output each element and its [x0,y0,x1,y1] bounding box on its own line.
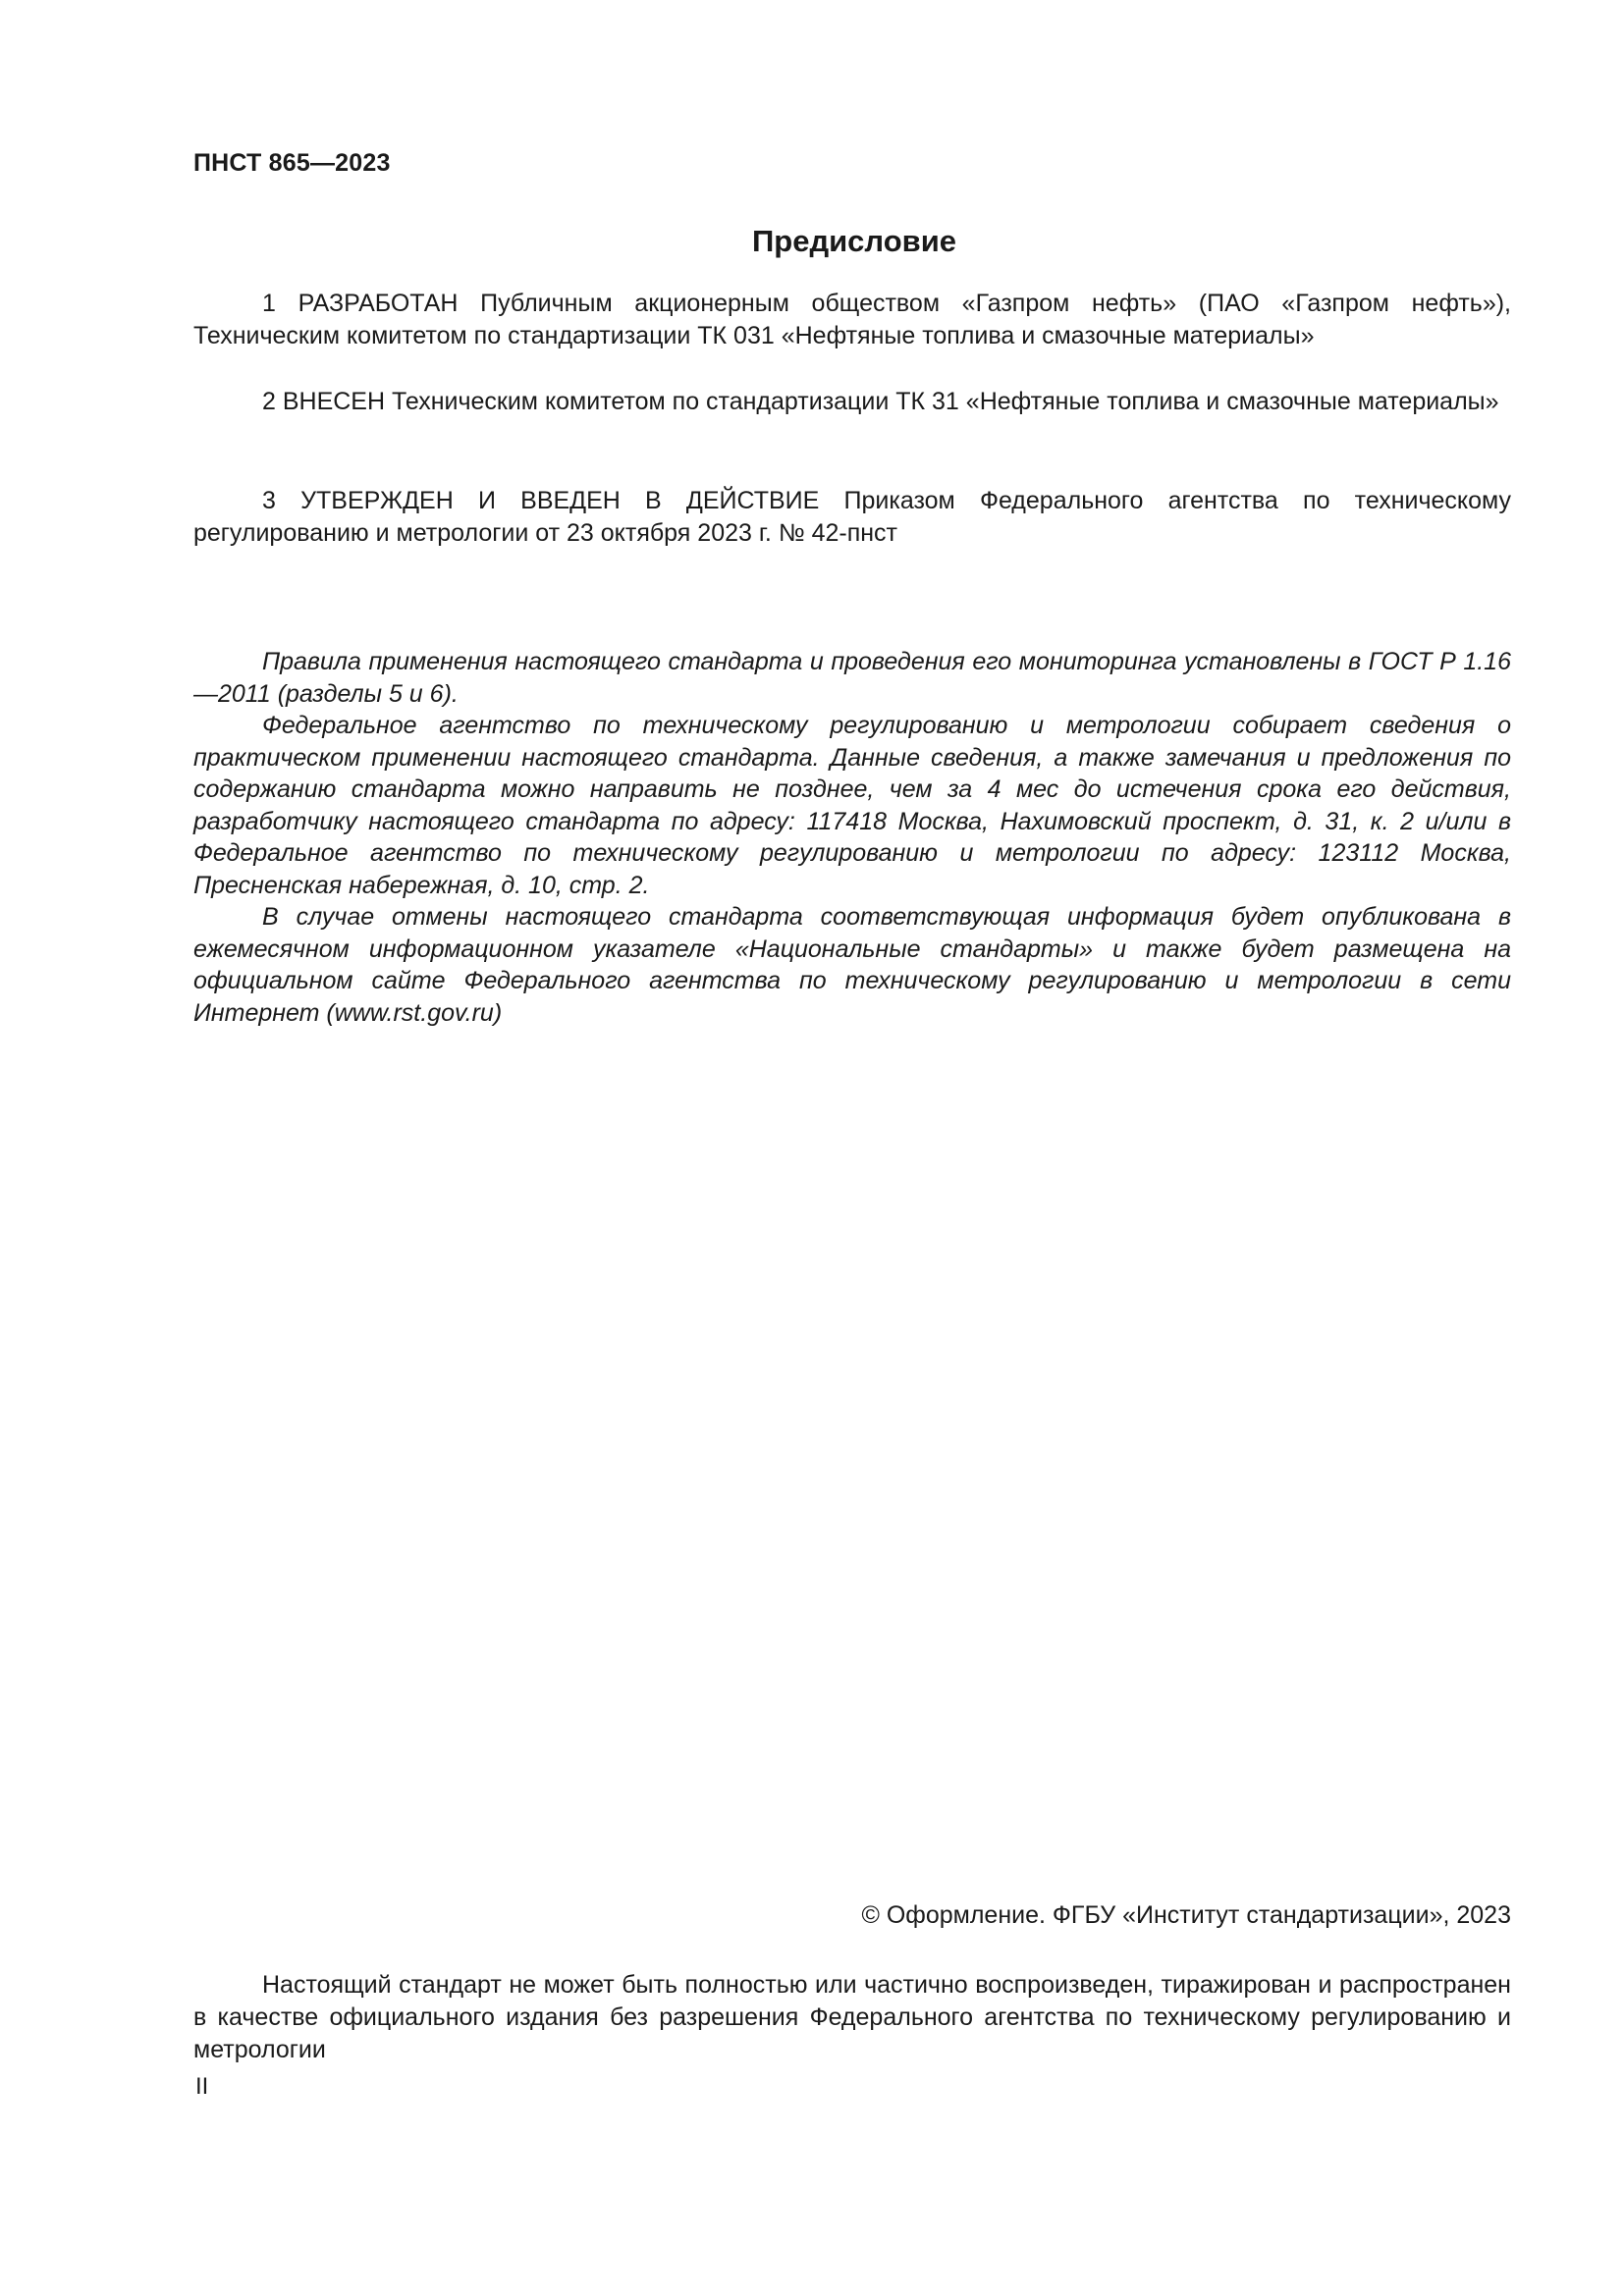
notice-paragraph-1: Правила применения настоящего стандарта и проведения его мониторинга установлены в ГОСТ Р 1.16—2011 (разделы 5 и 6). [193,648,1511,708]
foreword-item-2-text: 2 ВНЕСЕН Техническим комитетом по стандартизации ТК 31 «Нефтяные топлива и смазочные материалы» [262,388,1499,415]
foreword-item-1 [193,288,1511,352]
notice-paragraph-2: Федеральное агентство по техническому регулированию и метрологии собирает сведения о практическом применении настоящего стандарта. Данные сведения, а также замечания и предложения по содержанию стандарта можно направить не позднее, чем за 4 мес до истечения срока его действия, разработчику настоящего стандарта по адресу: 117418 Москва, Нахимовский проспект, д. 31, к. 2 и/или в Федеральное агентство по техническому регулированию и метрологии по адресу: 123112 Москва, Пресненская набережная, д. 10, стр. 2. [193,712,1511,899]
foreword-item-1-text: 1 РАЗРАБОТАН Публичным акционерным обществом «Газпром нефть» (ПАО «Газпром нефть»), Техническим комитетом по стандартизации ТК 031 «Нефтяные топлива и смазочные материалы» [193,290,1511,349]
notice-paragraph-3: В случае отмены настоящего стандарта соответствующая информация будет опубликована в ежемесячном информационном указателе «Национальные стандарты» и также будет размещена на официальном сайте Федерального агентства по техническому регулированию и метрологии в сети Интернет (www.rst.gov.ru) [193,903,1511,1027]
foreword-item-2 [193,386,1511,418]
document-code: ПНСТ 865—2023 [193,149,391,177]
reproduction-disclaimer [193,1969,1511,2066]
copyright-line: © Оформление. ФГБУ «Институт стандартизации», 2023 [861,1901,1511,1929]
foreword-item-3 [193,485,1511,550]
page-number: II [195,2073,209,2100]
disclaimer-text: Настоящий стандарт не может быть полностью или частично воспроизведен, тиражирован и распространен в качестве официального издания без разрешения Федерального агентства по техническому регулированию и метрологии [193,1971,1511,2063]
foreword-item-3-text: 3 УТВЕРЖДЕН И ВВЕДЕН В ДЕЙСТВИЕ Приказом Федерального агентства по техническому регулированию и метрологии от 23 октября 2023 г. № 42-пнст [193,487,1511,547]
application-notice [193,646,1511,1029]
page-title: Предисловие [751,224,956,258]
